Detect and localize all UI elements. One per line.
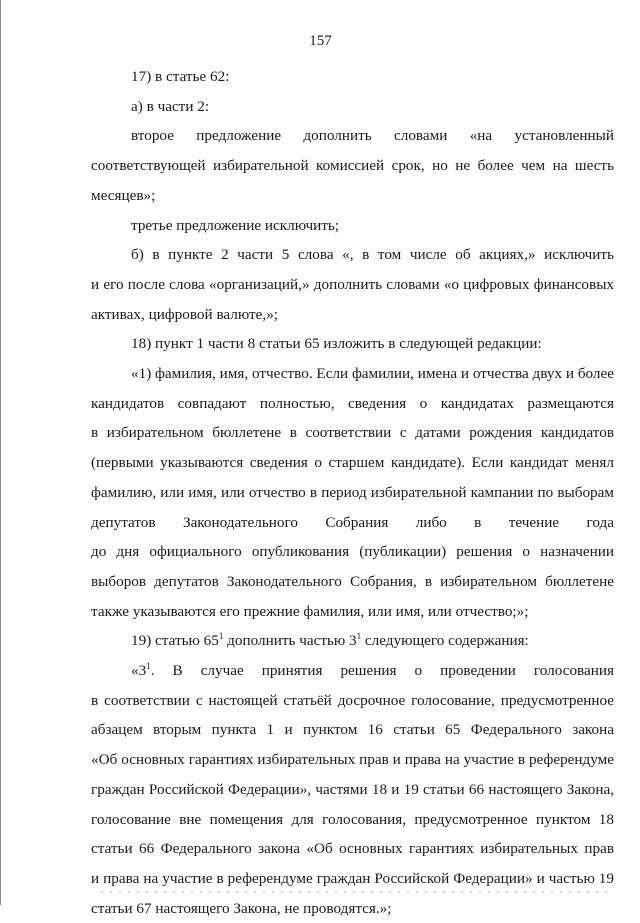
- text-line: кандидатов совпадают полностью, сведения о кандидатах размещаются: [91, 394, 614, 412]
- document-body: [91, 62, 614, 923]
- text-line: 18) пункт 1 части 8 статьи 65 изложить в следующей редакции:: [131, 335, 542, 353]
- text-line: б) в пункте 2 части 5 слова «, в том числе об акциях,» исключить: [131, 246, 614, 264]
- text-line: в соответствии с настоящей статьёй досрочное голосование, предусмотренное: [91, 691, 614, 709]
- text-line: депутатов Законодательного Собрания либо в течение года: [91, 513, 614, 531]
- text-line: [91, 626, 614, 656]
- text-line: голосование вне помещения для голосования, предусмотренное пунктом 18: [91, 810, 614, 828]
- text-line: (первыми указываются сведения о старшем кандидате). Если кандидат менял: [91, 454, 614, 472]
- text-line: третье предложение исключить;: [131, 216, 340, 234]
- text-line: а) в части 2:: [131, 97, 210, 115]
- text-line: [91, 656, 614, 686]
- text-line: в избирательном бюллетене в соответствии с датами рождения кандидатов: [91, 424, 614, 442]
- text-fragment: . В случае принятия решения о проведении голосования: [150, 662, 614, 680]
- text-line: «1) фамилия, имя, отчество. Если фамилии, имена и отчества двух и более: [131, 365, 614, 383]
- text-fragment: «3: [131, 662, 147, 680]
- text-fragment: следующего содержания:: [361, 632, 529, 650]
- scan-artifact-divider: [101, 891, 610, 893]
- text-line: также указываются его прежние фамилия, или имя, или отчество;»;: [91, 602, 529, 620]
- text-line: месяцев»;: [91, 186, 156, 204]
- page-number: 157: [309, 33, 332, 49]
- text-line: статьи 67 настоящего Закона, не проводятся.»;: [91, 899, 392, 917]
- text-line: до дня официального опубликования (публикации) решения о назначении: [91, 543, 614, 561]
- text-line: выборов депутатов Законодательного Собрания, в избирательном бюллетене: [91, 572, 614, 590]
- superscript: 1: [218, 631, 224, 642]
- text-line: соответствующей избирательной комиссией срок, но не более чем на шесть: [91, 157, 614, 175]
- text-fragment: 19) статью 65: [131, 632, 219, 650]
- text-line: граждан Российской Федерации», частями 18 и 19 статьи 66 настоящего Закона,: [91, 780, 614, 798]
- text-line: фамилию, или имя, или отчество в период избирательной кампании по выборам: [91, 483, 614, 501]
- text-line: активах, цифровой валюте,»;: [91, 305, 279, 323]
- text-fragment: дополнить частью 3: [223, 632, 357, 650]
- text-line: «Об основных гарантиях избирательных прав и права на участие в референдуме: [91, 751, 614, 769]
- text-line: 17) в статье 62:: [131, 68, 230, 85]
- superscript: 1: [356, 631, 362, 642]
- text-line: и права на участие в референдуме граждан Российской Федерации» и частью 19: [91, 869, 614, 887]
- superscript: 1: [146, 661, 151, 672]
- text-line: статьи 66 Федерального закона «Об основных гарантиях избирательных прав: [91, 840, 614, 858]
- text-line: абзацем вторым пункта 1 и пунктом 16 статьи 65 Федерального закона: [91, 721, 614, 739]
- text-line: второе предложение дополнить словами «на установленный: [131, 127, 614, 145]
- text-line: и его после слова «организаций,» дополнить словами «о цифровых финансовых: [91, 275, 614, 293]
